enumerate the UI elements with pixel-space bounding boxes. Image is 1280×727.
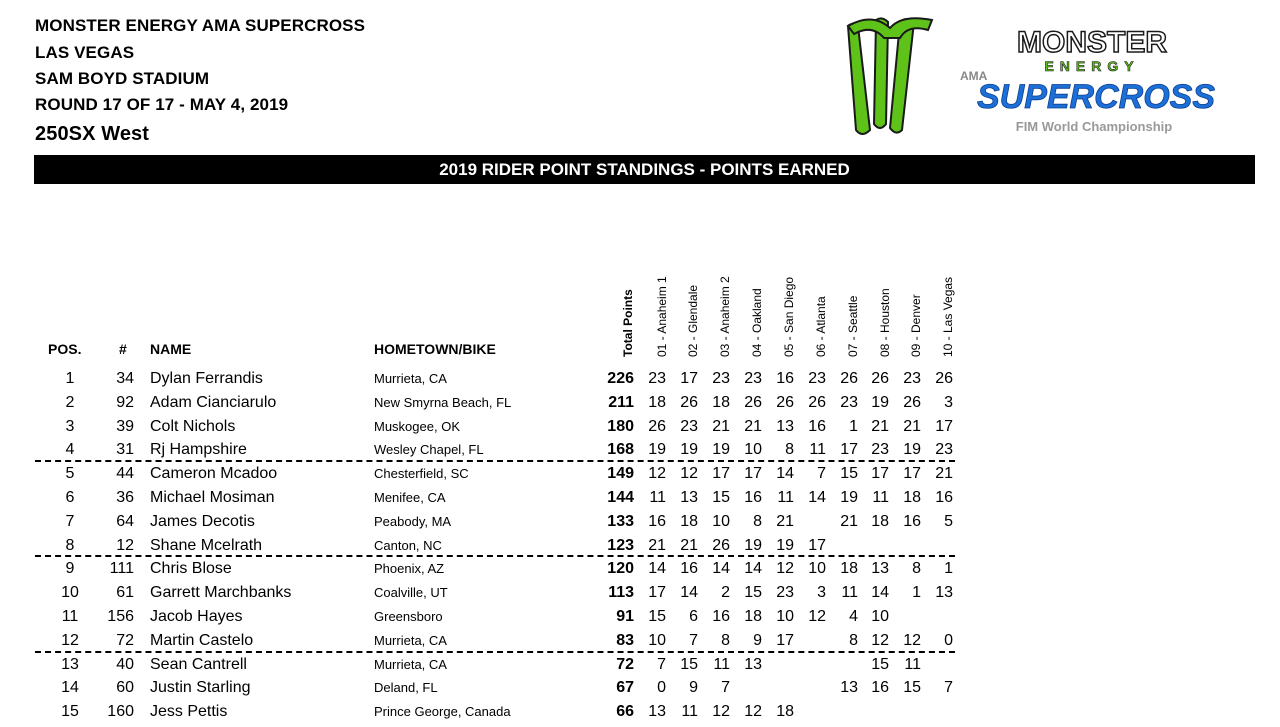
table-row: [0, 510, 1280, 534]
round-9-points: 11: [904, 655, 921, 673]
col-round-1: [654, 227, 670, 357]
table-row: [0, 605, 1280, 629]
round-10-points: 16: [935, 489, 953, 506]
round-6-points: 10: [808, 560, 826, 578]
round-1-points: 15: [648, 608, 666, 625]
col-round-7-label: 07 - Seattle: [846, 295, 860, 357]
rider-hometown: Phoenix, AZ: [374, 561, 445, 577]
logo-supercross: SUPERCROSS: [976, 78, 1216, 116]
round-5-points: 8: [785, 441, 794, 459]
round-9-points: 18: [903, 489, 921, 506]
round-7-points: 11: [841, 584, 858, 602]
round-6-points: 23: [808, 370, 826, 387]
rider-name: Colt Nichols: [150, 417, 236, 435]
rider-name: Cameron Mcadoo: [150, 465, 278, 483]
round-5-points: 26: [776, 393, 794, 411]
rider-total-points: 67: [616, 679, 634, 697]
col-number: #: [119, 341, 127, 357]
round-3-points: 10: [712, 512, 730, 530]
col-round-2: [685, 227, 701, 357]
rider-hometown: Wesley Chapel, FL: [374, 442, 484, 458]
round-1-points: 17: [648, 584, 666, 602]
rider-position: 5: [65, 465, 75, 483]
round-10-points: 7: [944, 679, 953, 697]
logo-brand-top: MONSTER: [1017, 26, 1167, 59]
round-7-points: 1: [849, 417, 858, 435]
rider-hometown: Peabody, MA: [374, 513, 452, 529]
col-total-points: [620, 227, 636, 357]
round-8-points: 16: [871, 679, 889, 697]
col-round-5-label: 05 - San Diego: [782, 276, 796, 357]
rider-hometown: Muskogee, OK: [374, 418, 460, 434]
round-6-points: 26: [808, 393, 826, 411]
round-2-points: 12: [680, 465, 698, 483]
round-5-points: 18: [776, 703, 794, 721]
table-row: [0, 629, 1280, 653]
rider-hometown: Prince George, Canada: [374, 704, 511, 720]
round-7-points: 8: [849, 631, 858, 649]
round-9-points: 23: [903, 370, 921, 387]
rider-number: 160: [107, 703, 134, 721]
round-4-points: 18: [744, 608, 762, 625]
round-9-points: 19: [903, 441, 921, 459]
rider-hometown: Murrieta, CA: [374, 656, 447, 672]
col-round-6: [813, 227, 829, 357]
round-4-points: 8: [753, 512, 762, 530]
round-4-points: 12: [744, 703, 762, 721]
round-4-points: 13: [744, 655, 762, 673]
rider-position: 10: [61, 584, 79, 602]
round-4-points: 15: [744, 584, 762, 602]
round-1-points: 11: [649, 489, 666, 506]
round-5-points: 17: [776, 631, 794, 649]
rider-total-points: 83: [616, 631, 634, 649]
rider-position: 1: [65, 370, 75, 387]
round-1-points: 21: [648, 536, 666, 554]
table-row: [0, 557, 1280, 581]
venue: SAM BOYD STADIUM: [35, 69, 210, 88]
city: LAS VEGAS: [35, 43, 135, 62]
table-row: [0, 581, 1280, 605]
round-2-points: 19: [680, 441, 698, 459]
rider-number: 61: [116, 584, 134, 602]
round-6-points: 3: [817, 584, 826, 602]
round-9-points: 1: [912, 584, 921, 602]
round-4-points: 19: [744, 536, 762, 554]
rider-position: 12: [61, 631, 79, 649]
table-row: [0, 700, 1280, 724]
round-10-points: 21: [935, 465, 953, 483]
round-3-points: 16: [712, 608, 730, 625]
rider-hometown: New Smyrna Beach, FL: [374, 394, 512, 410]
table-row: [0, 676, 1280, 700]
rider-name: Jess Pettis: [150, 703, 228, 721]
round-3-points: 2: [721, 584, 730, 602]
round-6-points: 14: [808, 489, 826, 506]
monster-claw-icon: [848, 18, 932, 134]
rider-position: 4: [65, 441, 75, 459]
round-9-points: 26: [903, 393, 921, 411]
rider-position: 6: [65, 489, 75, 506]
round-4-points: 17: [744, 465, 762, 483]
col-round-1-label: 01 - Anaheim 1: [655, 276, 669, 357]
rider-position: 13: [61, 655, 79, 673]
rider-total-points: 180: [607, 417, 634, 435]
col-round-8-label: 08 - Houston: [878, 288, 892, 357]
rider-name: Martin Castelo: [150, 631, 254, 649]
round-3-points: 11: [713, 655, 730, 673]
table-row: [0, 462, 1280, 486]
round-7-points: 26: [840, 370, 858, 387]
rider-total-points: 91: [616, 608, 634, 625]
round-5-points: 12: [776, 560, 794, 578]
round-6-points: 16: [808, 417, 826, 435]
rider-position: 9: [65, 560, 75, 578]
monster-supercross-logo: [842, 12, 1262, 140]
round-4-points: 16: [744, 489, 762, 506]
round-10-points: 0: [944, 631, 953, 649]
round-8-points: 12: [871, 631, 889, 649]
rider-name: Sean Cantrell: [150, 655, 247, 673]
col-round-7: [845, 227, 861, 357]
rider-number: 111: [109, 560, 134, 578]
round-2-points: 21: [680, 536, 698, 554]
rider-number: 36: [116, 489, 134, 506]
round-2-points: 11: [681, 703, 698, 721]
rider-total-points: 168: [607, 441, 634, 459]
round-3-points: 17: [712, 465, 730, 483]
round-8-points: 17: [871, 465, 889, 483]
round-1-points: 12: [648, 465, 666, 483]
round-1-points: 13: [648, 703, 666, 721]
round-3-points: 21: [712, 417, 730, 435]
logo-ama: AMA: [960, 69, 988, 83]
round-6-points: 12: [808, 608, 826, 625]
table-row: [0, 391, 1280, 415]
round-3-points: 8: [721, 631, 730, 649]
rider-number: 64: [116, 512, 134, 530]
rider-number: 156: [107, 608, 134, 625]
rider-number: 39: [116, 417, 134, 435]
rider-position: 15: [61, 703, 79, 721]
round-8-points: 19: [871, 393, 889, 411]
rider-hometown: Deland, FL: [374, 680, 438, 696]
round-10-points: 17: [935, 417, 953, 435]
round-1-points: 7: [657, 655, 666, 673]
rider-name: Adam Cianciarulo: [150, 393, 277, 411]
rider-total-points: 120: [607, 560, 634, 578]
rider-total-points: 149: [607, 465, 634, 483]
round-2-points: 7: [689, 631, 698, 649]
round-8-points: 11: [872, 489, 889, 506]
round-7-points: 4: [849, 608, 858, 625]
rider-hometown: Murrieta, CA: [374, 632, 447, 648]
rider-position: 14: [61, 679, 79, 697]
col-hometown: HOMETOWN/BIKE: [374, 341, 496, 357]
round-5-points: 23: [776, 584, 794, 602]
round-7-points: 21: [840, 512, 858, 530]
round-2-points: 23: [680, 417, 698, 435]
rider-total-points: 123: [607, 536, 634, 554]
table-row: [0, 415, 1280, 439]
table-row: [0, 653, 1280, 677]
round-6-points: 11: [809, 441, 826, 459]
rider-total-points: 133: [607, 512, 634, 530]
round-6-points: 7: [817, 465, 826, 483]
round-10-points: 13: [935, 584, 953, 602]
round-10-points: 23: [935, 441, 953, 459]
rider-name: James Decotis: [150, 512, 255, 530]
round-3-points: 7: [721, 679, 730, 697]
round-2-points: 9: [689, 679, 698, 697]
col-round-3-label: 03 - Anaheim 2: [718, 276, 732, 357]
race-class: 250SX West: [35, 123, 150, 145]
round-8-points: 21: [871, 417, 889, 435]
round-2-points: 13: [680, 489, 698, 506]
round-1-points: 10: [648, 631, 666, 649]
round-8-points: 26: [871, 370, 889, 387]
round-3-points: 12: [712, 703, 730, 721]
table-row: [0, 534, 1280, 558]
rider-name: Michael Mosiman: [150, 489, 275, 506]
round-7-points: 15: [840, 465, 858, 483]
rider-hometown: Murrieta, CA: [374, 371, 447, 386]
rider-number: 72: [116, 631, 134, 649]
round-2-points: 16: [680, 560, 698, 578]
round-2-points: 18: [680, 512, 698, 530]
col-round-9: [908, 227, 924, 357]
rider-total-points: 72: [616, 655, 634, 673]
rider-total-points: 226: [607, 370, 634, 387]
rider-name: Chris Blose: [150, 560, 232, 578]
round-5-points: 16: [776, 370, 794, 387]
rider-position: 3: [65, 417, 75, 435]
round-2-points: 17: [680, 370, 698, 387]
round-5-points: 19: [776, 536, 794, 554]
round-7-points: 17: [840, 441, 858, 459]
round-7-points: 23: [840, 393, 858, 411]
round-4-points: 14: [744, 560, 762, 578]
round-10-points: 26: [935, 370, 953, 387]
round-2-points: 26: [680, 393, 698, 411]
col-round-9-label: 09 - Denver: [909, 294, 923, 357]
rider-number: 31: [116, 441, 134, 459]
round-1-points: 18: [648, 393, 666, 411]
col-round-10-label: 10 - Las Vegas: [941, 276, 955, 357]
rider-name: Dylan Ferrandis: [150, 370, 263, 387]
rider-total-points: 66: [616, 703, 634, 721]
round-5-points: 21: [776, 512, 794, 530]
rider-hometown: Menifee, CA: [374, 490, 446, 505]
rider-hometown: Canton, NC: [374, 537, 442, 553]
round-9-points: 15: [903, 679, 921, 697]
round-9-points: 16: [903, 512, 921, 530]
round-10-points: 5: [944, 512, 953, 530]
round-8-points: 13: [871, 560, 889, 578]
logo-brand-sub: ENERGY: [1044, 58, 1140, 74]
rider-hometown: Coalville, UT: [374, 585, 448, 601]
round-9-points: 17: [903, 465, 921, 483]
round-3-points: 15: [712, 489, 730, 506]
round-2-points: 15: [680, 655, 698, 673]
round-5-points: 10: [776, 608, 794, 625]
round-9-points: 12: [903, 631, 921, 649]
round-8-points: 10: [871, 608, 889, 625]
rider-hometown: Chesterfield, SC: [374, 466, 469, 482]
round-1-points: 16: [648, 512, 666, 530]
round-1-points: 26: [648, 417, 666, 435]
rider-number: 34: [116, 370, 134, 387]
table-row: [0, 367, 1280, 391]
series-title: MONSTER ENERGY AMA SUPERCROSS: [35, 16, 366, 35]
round-7-points: 18: [840, 560, 858, 578]
col-round-2-label: 02 - Glendale: [686, 284, 700, 357]
rider-total-points: 113: [608, 584, 634, 602]
logo-tagline: FIM World Championship: [1015, 119, 1173, 134]
col-round-8: [877, 227, 893, 357]
col-round-5: [781, 227, 797, 357]
rider-number: 44: [116, 465, 134, 483]
round-1-points: 23: [648, 370, 666, 387]
round-9-points: 8: [912, 560, 921, 578]
round-3-points: 18: [712, 393, 730, 411]
round-8-points: 15: [871, 655, 889, 673]
round-5-points: 11: [777, 489, 794, 506]
table-row: [0, 438, 1280, 462]
round-9-points: 21: [903, 417, 921, 435]
rider-position: 2: [65, 393, 75, 411]
round-8-points: 23: [871, 441, 889, 459]
col-round-4-label: 04 - Oakland: [750, 288, 764, 357]
rider-number: 12: [116, 536, 134, 554]
round-10-points: 1: [944, 560, 953, 578]
round-2-points: 6: [689, 608, 698, 625]
round-3-points: 23: [712, 370, 730, 387]
round-3-points: 26: [712, 536, 730, 554]
rider-name: Shane Mcelrath: [150, 536, 263, 554]
round-8-points: 18: [871, 512, 889, 530]
rider-name: Justin Starling: [150, 679, 251, 697]
rider-name: Rj Hampshire: [150, 441, 247, 459]
round-1-points: 14: [648, 560, 666, 578]
rider-hometown: Greensboro: [374, 609, 443, 624]
rider-position: 7: [65, 512, 75, 530]
round-1-points: 0: [657, 679, 666, 697]
standings-banner: 2019 RIDER POINT STANDINGS - POINTS EARNED: [34, 155, 1255, 184]
rider-position: 11: [61, 608, 79, 625]
col-name: NAME: [150, 341, 192, 357]
rider-number: 92: [116, 393, 134, 411]
round-5-points: 14: [776, 465, 794, 483]
round-4-points: 26: [744, 393, 762, 411]
round-2-points: 14: [680, 584, 698, 602]
round-4-points: 21: [744, 417, 762, 435]
round-3-points: 19: [712, 441, 730, 459]
round-6-points: 17: [808, 536, 826, 554]
rider-total-points: 211: [608, 393, 634, 411]
round-4-points: 9: [753, 631, 762, 649]
rider-name: Garrett Marchbanks: [150, 584, 292, 602]
round-4-points: 10: [744, 441, 762, 459]
col-round-4: [749, 227, 765, 357]
col-total-points-label: Total Points: [621, 289, 635, 357]
col-round-10: [940, 227, 956, 357]
round-4-points: 23: [744, 370, 762, 387]
rider-number: 60: [116, 679, 134, 697]
table-row: [0, 486, 1280, 510]
col-round-6-label: 06 - Atlanta: [814, 296, 828, 357]
round-8-points: 14: [871, 584, 889, 602]
round-5-points: 13: [776, 417, 794, 435]
round-7-points: 19: [840, 489, 858, 506]
col-pos: POS.: [48, 341, 82, 357]
round-7-points: 13: [840, 679, 858, 697]
rider-name: Jacob Hayes: [150, 608, 243, 625]
round-3-points: 14: [712, 560, 730, 578]
round-1-points: 19: [648, 441, 666, 459]
round-date: ROUND 17 OF 17 - MAY 4, 2019: [35, 95, 289, 114]
col-round-3: [717, 227, 733, 357]
rider-position: 8: [65, 536, 75, 554]
rider-number: 40: [116, 655, 134, 673]
round-10-points: 3: [944, 393, 953, 411]
rider-total-points: 144: [607, 489, 634, 506]
